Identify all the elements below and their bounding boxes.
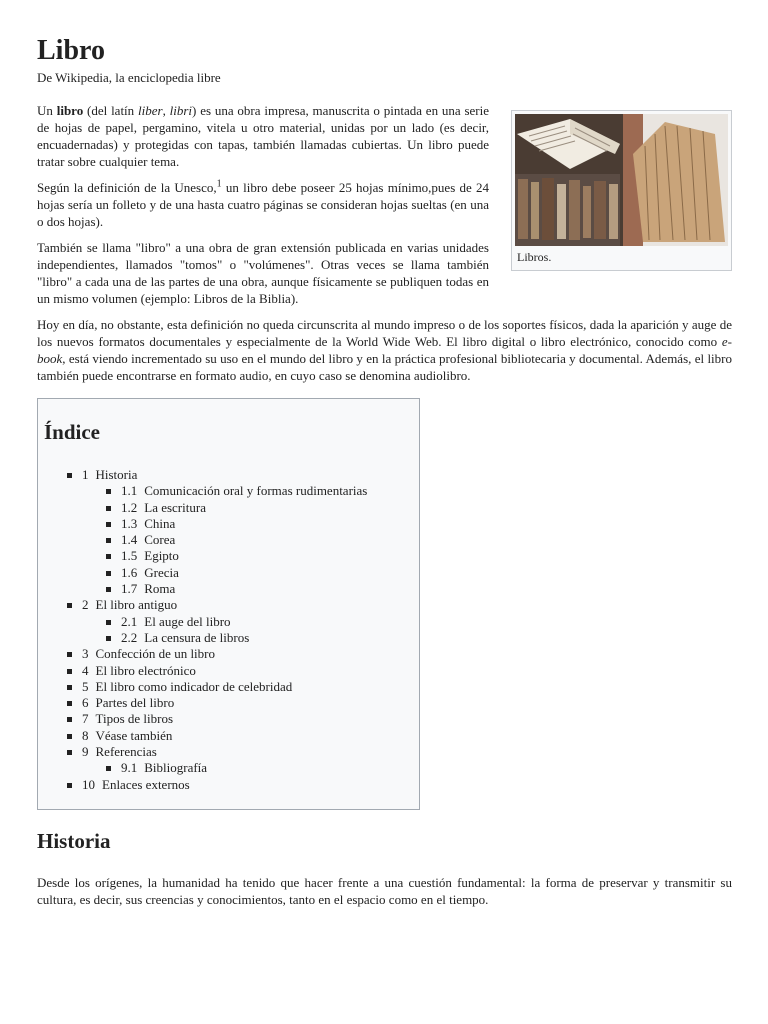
toc-item[interactable] [44,597,419,613]
toc-list [44,467,419,793]
toc-item-number: 10 [82,776,95,792]
toc-item[interactable] [44,760,419,776]
toc-item-label: El libro antiguo [95,597,178,613]
page-subtitle: De Wikipedia, la enciclopedia libre [37,70,221,85]
intro-paragraph-1: Un libro (del latín liber, libri) es una obra impresa, manuscrita o pintada en una serie de hojas de papel, pergamino, vitela u otro material, unidas por un lado (es decir, encuadernadas) y protegidas con tapas, también llamadas cubiertas. Un libro puede tratar sobre cualquier tema. [37,103,490,169]
toc-item-number: 1.5 [121,548,138,564]
toc-item[interactable] [44,483,419,499]
toc-item[interactable] [44,581,419,597]
toc-item-number: 2.1 [121,613,138,629]
toc-item[interactable] [44,695,419,711]
toc-item[interactable] [44,711,419,727]
toc-item-label: Historia [95,467,138,482]
toc-item-label: Véase también [95,727,173,743]
toc-item[interactable] [44,500,419,516]
page-title: Libro [37,35,105,66]
toc-item[interactable] [44,777,419,793]
intro-paragraph-2: Según la definición de la Unesco,$^1$ un libro debe poseer 25 hojas mínimo,pues de 24 hojas sería un folleto y de una hasta cuatro páginas se consideran hojas sueltas (en una o dos hojas). [37,178,489,229]
toc-item-number: 1.4 [121,532,138,548]
term-ebook: e-book [37,334,732,366]
toc-item-number: 4 [82,662,89,678]
toc-item-number: 1.6 [121,564,138,580]
toc-item-label: Corea [144,532,176,548]
toc-item-number: 2.2 [121,629,138,645]
toc-item-number: 1 [82,467,89,482]
figure-caption: Libros. [517,250,552,264]
toc-item[interactable] [44,467,419,483]
toc-item-label: Bibliografía [144,760,208,776]
toc-item[interactable] [44,516,419,532]
toc-item[interactable] [44,744,419,760]
toc-item-number: 1.3 [121,515,138,531]
toc-item-label: Partes del libro [95,695,175,711]
toc-item-label: El libro como indicador de celebridad [95,678,293,694]
toc-item-number: 1.2 [121,499,138,515]
toc-item[interactable] [44,614,419,630]
article [37,32,732,917]
toc-item[interactable] [44,679,419,695]
toc-item-number: 7 [82,711,89,727]
toc-item-label: Grecia [144,564,179,580]
toc-item-number: 2 [82,597,89,613]
toc-item-label: El libro electrónico [95,662,196,678]
toc-item-label: La censura de libros [144,629,250,645]
toc-item-label: La escritura [144,499,206,515]
figure-books [511,110,732,271]
intro-paragraph-3: También se llama "libro" a una obra de gran extensión publicada en varias unidades independientes, llamados "tomos" o "volúmenes". Otras veces se llama también "libro" a cada una de las partes de una obra, aunque físicamente se publiquen todas en un mismo volumen (ejemplo: Libros de la Biblia). [37,240,489,306]
link-libri[interactable]: libri [169,103,193,118]
toc-item-label: Enlaces externos [102,776,190,792]
toc-item-number: 3 [82,646,89,662]
toc-item-label: Confección de un libro [95,646,215,662]
toc-item-number: 1.7 [121,581,138,597]
toc-item[interactable] [44,728,419,744]
toc-item-number: 5 [82,678,89,694]
toc-item[interactable] [44,646,419,662]
toc-item[interactable] [44,565,419,581]
toc-item-number: 1.1 [121,483,138,499]
reference-1[interactable]: 1 [216,178,222,190]
toc-item-number: 6 [82,695,89,711]
toc-item[interactable] [44,532,419,548]
books-image[interactable] [515,114,728,246]
toc-item[interactable] [44,663,419,679]
toc-heading: Índice [44,420,101,444]
toc-item-label: Referencias [95,744,157,760]
term-libro: libro [56,103,84,118]
books-photo [515,114,728,246]
toc-item-label: Tipos de libros [95,711,174,727]
table-of-contents [37,398,420,810]
toc-item[interactable] [44,630,419,646]
historia-paragraph-1: Desde los orígenes, la humanidad ha tenido que hacer frente a una cuestión fundamental: la forma de preservar y transmitir su cultura, es decir, sus creencias y conocimientos, tanto en el espacio como en el tiempo. [37,874,732,907]
toc-item[interactable] [44,548,419,564]
link-liber[interactable]: liber [138,103,163,118]
toc-item-number: 9 [82,744,89,760]
toc-item-label: Comunicación oral y formas rudimentarias [144,483,368,499]
toc-item-label: Roma [144,581,176,597]
toc-item-label: Egipto [144,548,179,564]
toc-item-number: 9.1 [121,760,138,776]
intro-paragraph-4: Hoy en día, no obstante, esta definición no queda circunscrita al mundo impreso o de los soportes físicos, dada la aparición y auge de los nuevos formatos documentales y especialmente de la World Wide Web. El libro digital o libro electrónico, conocido como e-book, está viendo incrementado su uso en el mundo del libro y en la práctica profesional bibliotecaria y documental. Además, el libro también puede encontrarse en formato audio, en cuyo caso se denomina audiolibro. [37,317,732,383]
toc-item-label: El auge del libro [144,613,231,629]
section-heading-historia: Historia [37,828,111,853]
toc-item-number: 8 [82,727,89,743]
toc-item-label: China [144,515,176,531]
